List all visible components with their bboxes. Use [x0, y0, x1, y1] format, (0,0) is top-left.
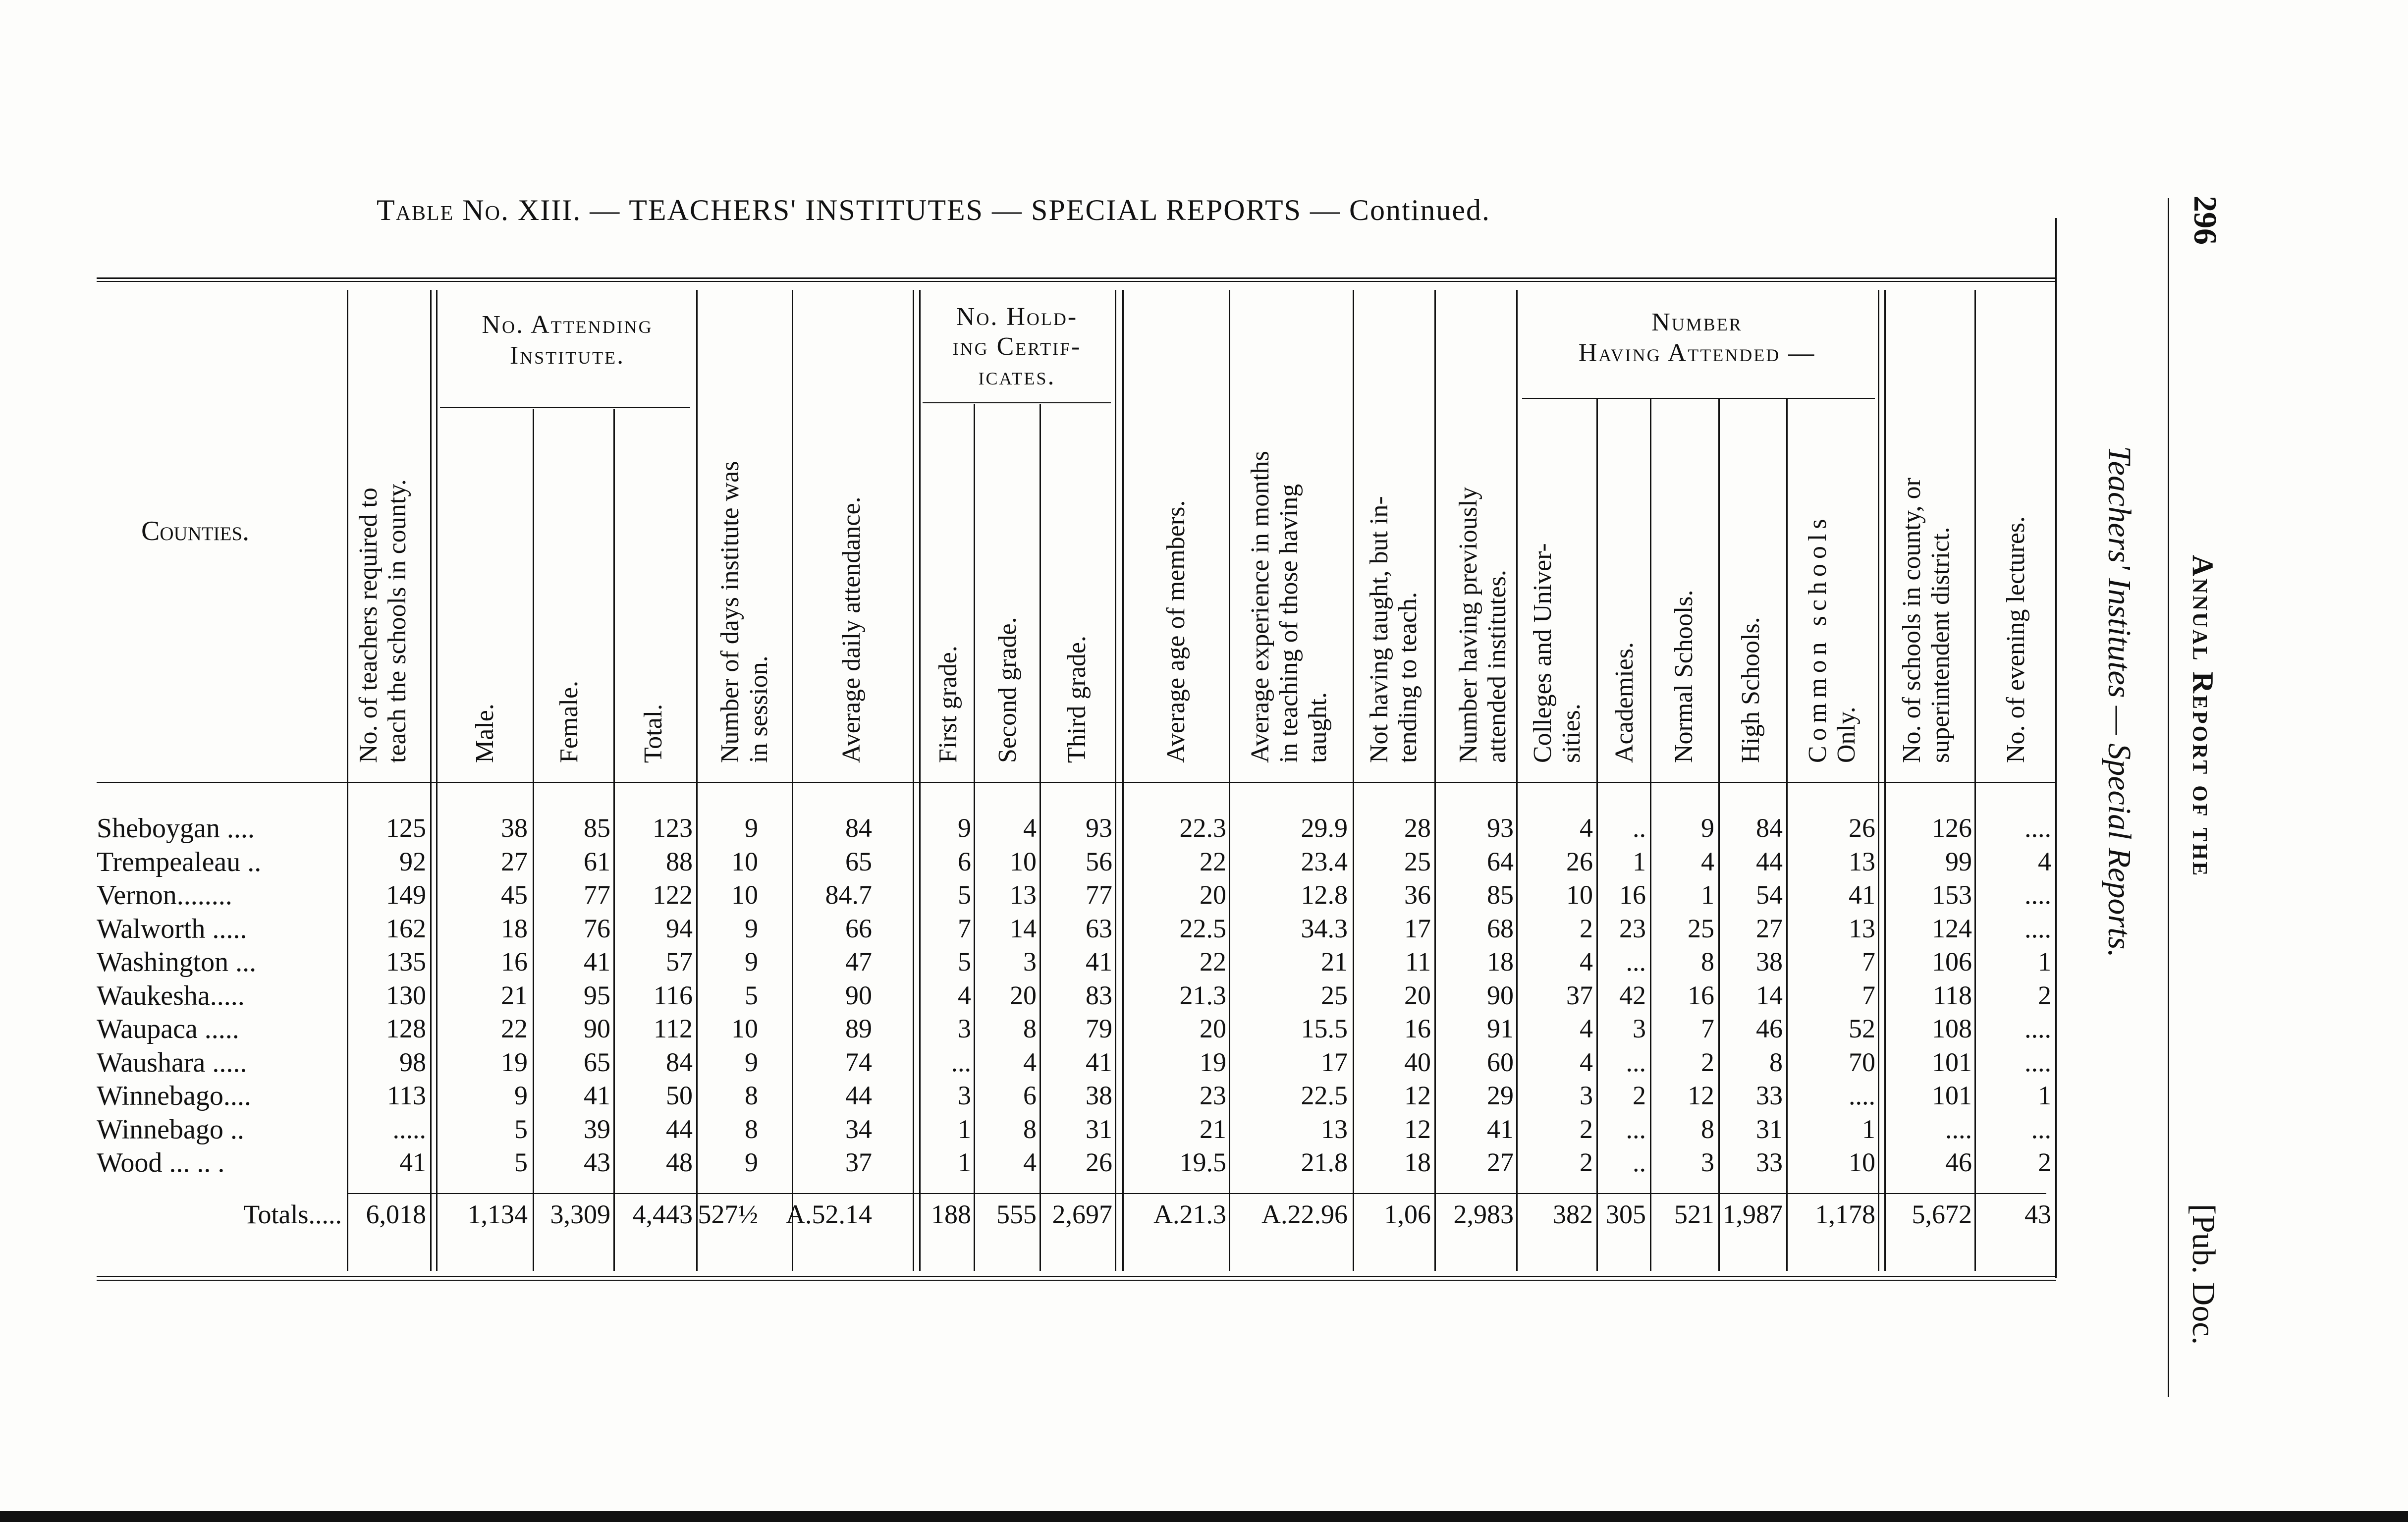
header-avg-experience: Average experience in months in teaching of those having taught.	[1246, 451, 1332, 763]
totals-cell: 382	[1553, 1199, 1593, 1229]
table-cell: 41	[584, 1081, 610, 1110]
table-cell: 29	[1487, 1081, 1514, 1110]
totals-cell: 6,018	[366, 1199, 426, 1229]
table-cell: 36	[1404, 880, 1431, 910]
totals-cell: A.21.3	[1153, 1199, 1226, 1229]
table-cell: 12	[1404, 1114, 1431, 1144]
table-cell: 6	[958, 846, 971, 876]
table-cell: 38	[1756, 947, 1783, 977]
table-cell: 2	[2038, 1147, 2051, 1177]
table-cell: 135	[386, 947, 426, 977]
totals-rule	[347, 1193, 2046, 1194]
table-cell: ....	[1849, 1081, 1875, 1110]
table-cell: 124	[1932, 913, 1972, 943]
table-cell: 7	[1701, 1014, 1714, 1043]
table-cell: 3	[958, 1014, 971, 1043]
table-cell: ....	[2025, 1047, 2051, 1077]
table-cell: 38	[1086, 1081, 1112, 1110]
table-cell: 84.7	[825, 880, 872, 910]
table-cell: 123	[653, 813, 693, 843]
table-cell: 83	[1086, 980, 1112, 1010]
table-cell: 4	[1580, 1014, 1593, 1043]
table-cell: 23	[1200, 1081, 1226, 1110]
table-cell: 66	[845, 913, 872, 943]
totals-cell: 43	[2025, 1199, 2051, 1229]
running-head: Annual Report of the	[2187, 555, 2219, 878]
table-cell: 25	[1688, 913, 1714, 943]
table-cell: 31	[1756, 1114, 1783, 1144]
totals-cell: A.52.14	[786, 1199, 872, 1229]
table-cell: 8	[1769, 1047, 1783, 1077]
table-cell: 4	[1023, 1147, 1037, 1177]
header-attending-group: No. Attending Institute.	[482, 311, 653, 370]
county-name: Waushara .....	[97, 1047, 247, 1078]
table-cell: 10	[1566, 880, 1593, 910]
table-cell: 88	[666, 846, 693, 876]
table-cell: 2	[1633, 1081, 1646, 1110]
table-cell: 21	[1321, 947, 1348, 977]
table-cell: 14	[1756, 980, 1783, 1010]
table-cell: 37	[1566, 980, 1593, 1010]
table-cell: 40	[1404, 1047, 1431, 1077]
table-cell: 13	[1321, 1114, 1348, 1144]
table-cell: 90	[584, 1014, 610, 1043]
table-cell: 85	[1487, 880, 1514, 910]
table-cell: ....	[2025, 1014, 2051, 1043]
table-cell: 27	[1487, 1147, 1514, 1177]
table-cell: 70	[1849, 1047, 1875, 1077]
table-cell: 4	[958, 980, 971, 1010]
table-cell: 31	[1086, 1114, 1112, 1144]
table-cell: 108	[1932, 1014, 1972, 1043]
table-cell: 38	[501, 813, 528, 843]
pub-doc-label: [Pub. Doc.	[2186, 1204, 2222, 1345]
table-cell: 44	[666, 1114, 693, 1144]
table-cell: 9	[958, 813, 971, 843]
county-name: Waukesha.....	[97, 980, 245, 1011]
totals-cell: 3,309	[550, 1199, 610, 1229]
table-cell: 22.5	[1179, 913, 1226, 943]
table-cell: 1	[958, 1147, 971, 1177]
table-cell: ..	[1633, 1147, 1646, 1177]
header-academies: Academies.	[1610, 642, 1639, 763]
county-name: Winnebago ..	[97, 1114, 244, 1145]
side-rule	[2168, 198, 2169, 1397]
table-cell: 8	[745, 1081, 758, 1110]
table-cell: 41	[1849, 880, 1875, 910]
table-cell: 84	[666, 1047, 693, 1077]
table-cell: 25	[1404, 846, 1431, 876]
table-cell: 2	[1580, 1147, 1593, 1177]
totals-cell: 2,983	[1453, 1199, 1514, 1229]
table-cell: 9	[745, 913, 758, 943]
table-cell: 19.5	[1179, 1147, 1226, 1177]
table-cell: 22	[501, 1014, 528, 1043]
table-cell: 122	[653, 880, 693, 910]
table-cell: 10	[1010, 846, 1037, 876]
table-cell: .....	[392, 1114, 426, 1144]
table-cell: 41	[1086, 1047, 1112, 1077]
table-cell: 19	[501, 1047, 528, 1077]
table-cell: 44	[845, 1081, 872, 1110]
table-cell: 125	[386, 813, 426, 843]
table-cell: 95	[584, 980, 610, 1010]
table-cell: 21.8	[1301, 1147, 1348, 1177]
table-cell: 11	[1405, 947, 1431, 977]
county-name: Washington ...	[97, 947, 257, 978]
table-cell: 10	[731, 880, 758, 910]
table-cell: 9	[745, 1047, 758, 1077]
table-cell: 26	[1086, 1147, 1112, 1177]
table-cell: 149	[386, 880, 426, 910]
table-cell: 3	[958, 1081, 971, 1110]
table-cell: 77	[1086, 880, 1112, 910]
table-cell: 46	[1756, 1014, 1783, 1043]
table-cell: 74	[845, 1047, 872, 1077]
table-cell: 7	[1862, 980, 1875, 1010]
table-cell: 37	[845, 1147, 872, 1177]
table-cell: 4	[1580, 947, 1593, 977]
table-cell: 64	[1487, 846, 1514, 876]
table-cell: 20	[1404, 980, 1431, 1010]
table-cell: 1	[1701, 880, 1714, 910]
totals-cell: 527½	[698, 1199, 758, 1229]
table-cell: 130	[386, 980, 426, 1010]
table-cell: 29.9	[1301, 813, 1348, 843]
table-cell: 28	[1404, 813, 1431, 843]
table-cell: 12.8	[1301, 880, 1348, 910]
table-cell: 106	[1932, 947, 1972, 977]
totals-cell: 5,672	[1912, 1199, 1972, 1229]
totals-cell: 555	[996, 1199, 1037, 1229]
table-cell: 65	[845, 846, 872, 876]
table-cell: 76	[584, 913, 610, 943]
header-number-attended-group: Number Having Attended —	[1578, 308, 1816, 367]
table-cell: 13	[1849, 846, 1875, 876]
header-common-schools: Common schools Only.	[1804, 514, 1861, 763]
table-cell: 4	[1023, 813, 1037, 843]
table-cell: 63	[1086, 913, 1112, 943]
table-cell: 16	[1688, 980, 1714, 1010]
table-cell: 5	[514, 1147, 528, 1177]
table-cell: 1	[1633, 846, 1646, 876]
table-cell: 18	[501, 913, 528, 943]
table-cell: 20	[1010, 980, 1037, 1010]
table-cell: 13	[1849, 913, 1875, 943]
table-cell: 54	[1756, 880, 1783, 910]
table-cell: 21	[501, 980, 528, 1010]
table-cell: 17	[1404, 913, 1431, 943]
header-normal-schools: Normal Schools.	[1670, 590, 1698, 763]
header-avg-attendance: Average daily attendance.	[837, 496, 866, 763]
page-number: 296	[2187, 196, 2223, 245]
table-cell: ....	[1945, 1114, 1972, 1144]
table-cell: 7	[1862, 947, 1875, 977]
totals-cell: 4,443	[632, 1199, 693, 1229]
table-cell: 46	[1945, 1147, 1972, 1177]
table-cell: 41	[1086, 947, 1112, 977]
table-cell: 34	[845, 1114, 872, 1144]
table-cell: 50	[666, 1081, 693, 1110]
table-cell: 16	[501, 947, 528, 977]
table-cell: 13	[1010, 880, 1037, 910]
header-days: Number of days institute was in session.	[716, 461, 773, 763]
table-cell: 1	[2038, 947, 2051, 977]
header-prev-attended: Number having previously attended institutes.	[1454, 487, 1511, 763]
table-cell: ...	[2031, 1114, 2051, 1144]
table-cell: 23.4	[1301, 846, 1348, 876]
table-cell: 8	[1023, 1014, 1037, 1043]
table-cell: ....	[2025, 913, 2051, 943]
table-cell: 47	[845, 947, 872, 977]
table-cell: 33	[1756, 1147, 1783, 1177]
totals-cell: 2,697	[1052, 1199, 1112, 1229]
table-cell: 27	[1756, 913, 1783, 943]
table-cell: ...	[1626, 947, 1646, 977]
table-cell: 22.3	[1179, 813, 1226, 843]
totals-cell: 1,06	[1384, 1199, 1431, 1229]
table-cell: 9	[745, 813, 758, 843]
table-cell: 1	[2038, 1081, 2051, 1110]
table-title-text: TEACHERS' INSTITUTES — SPECIAL REPORTS — Continued.	[629, 194, 1490, 226]
table-cell: 25	[1321, 980, 1348, 1010]
table-cell: 2	[1580, 913, 1593, 943]
table-cell: 8	[745, 1114, 758, 1144]
county-name: Waupaca .....	[97, 1014, 239, 1044]
table-cell: 101	[1932, 1047, 1972, 1077]
table-cell: 65	[584, 1047, 610, 1077]
table-cell: 6	[1023, 1081, 1037, 1110]
table-cell: 15.5	[1301, 1014, 1348, 1043]
table-cell: 17	[1321, 1047, 1348, 1077]
table-cell: ....	[2025, 880, 2051, 910]
table-number: Table No. XIII. —	[377, 194, 629, 226]
table-cell: 2	[1580, 1114, 1593, 1144]
table-cell: 19	[1200, 1047, 1226, 1077]
table-cell: 94	[666, 913, 693, 943]
table-cell: 9	[745, 1147, 758, 1177]
section-heading: Teachers' Institutes — Special Reports.	[2101, 446, 2137, 958]
table-cell: 26	[1566, 846, 1593, 876]
table-cell: 93	[1086, 813, 1112, 843]
table-cell: 20	[1200, 1014, 1226, 1043]
table-cell: 8	[1701, 947, 1714, 977]
county-name: Sheboygan ....	[97, 813, 255, 844]
table-cell: 3	[1633, 1014, 1646, 1043]
table-cell: 26	[1849, 813, 1875, 843]
totals-cell: 1,134	[467, 1199, 528, 1229]
table-cell: ...	[1626, 1114, 1646, 1144]
header-male: Male.	[471, 704, 499, 763]
table-cell: 98	[399, 1047, 426, 1077]
totals-cell: A.22.96	[1261, 1199, 1348, 1229]
header-teachers-required: No. of teachers required to teach the schools in county.	[354, 479, 411, 763]
table-cell: 60	[1487, 1047, 1514, 1077]
header-second-grade: Second grade.	[993, 617, 1022, 763]
table-cell: 23	[1619, 913, 1646, 943]
table-cell: 79	[1086, 1014, 1112, 1043]
header-colleges: Colleges and Univer- sities.	[1529, 543, 1586, 763]
header-not-taught: Not having taught, but in- tending to teach.	[1365, 496, 1422, 763]
table-cell: 3	[1580, 1081, 1593, 1110]
table-cell: 39	[584, 1114, 610, 1144]
table-cell: 9	[745, 947, 758, 977]
table-cell: 118	[1933, 980, 1972, 1010]
header-high-schools: High Schools.	[1737, 617, 1765, 763]
table-cell: 91	[1487, 1014, 1514, 1043]
table-cell: 52	[1849, 1014, 1875, 1043]
table-cell: 16	[1404, 1014, 1431, 1043]
table-cell: 5	[514, 1114, 528, 1144]
table-cell: 3	[1023, 947, 1037, 977]
header-first-grade: First grade.	[934, 646, 962, 763]
table-cell: 14	[1010, 913, 1037, 943]
table-cell: 7	[958, 913, 971, 943]
table-cell: 116	[654, 980, 693, 1010]
county-name: Vernon........	[97, 880, 232, 911]
table-cell: 3	[1701, 1147, 1714, 1177]
table-cell: 18	[1404, 1147, 1431, 1177]
header-avg-age: Average age of members.	[1162, 500, 1190, 763]
table-cell: 112	[654, 1014, 693, 1043]
header-total: Total.	[639, 704, 667, 763]
table-cell: 4	[1701, 846, 1714, 876]
table-cell: ...	[1626, 1047, 1646, 1077]
table-title	[377, 193, 1490, 227]
table-cell: 93	[1487, 813, 1514, 843]
table-cell: 1	[1862, 1114, 1875, 1144]
table-cell: 8	[1701, 1114, 1714, 1144]
table-cell: 85	[584, 813, 610, 843]
table-cell: 5	[958, 880, 971, 910]
table-cell: 10	[731, 846, 758, 876]
table-cell: 16	[1619, 880, 1646, 910]
table-cell: 41	[399, 1147, 426, 1177]
totals-cell: 1,987	[1722, 1199, 1783, 1229]
table-cell: 34.3	[1301, 913, 1348, 943]
table-cell: 113	[387, 1081, 426, 1110]
table-cell: 1	[958, 1114, 971, 1144]
county-name: Walworth .....	[97, 913, 247, 944]
table-cell: 90	[1487, 980, 1514, 1010]
table-cell: 20	[1200, 880, 1226, 910]
table-right-rule	[2055, 218, 2057, 1278]
totals-cell: 305	[1606, 1199, 1646, 1229]
table-cell: 2	[1701, 1047, 1714, 1077]
table-cell: 4	[2038, 846, 2051, 876]
county-name: Winnebago....	[97, 1081, 251, 1111]
table-cell: 48	[666, 1147, 693, 1177]
table-cell: 84	[845, 813, 872, 843]
table-cell: 10	[731, 1014, 758, 1043]
table-top-rule	[97, 277, 2056, 279]
table-cell: 21	[1200, 1114, 1226, 1144]
table-cell: 89	[845, 1014, 872, 1043]
header-certificates-group: No. Hold- ing Certif- icates.	[952, 303, 1082, 390]
table-cell: 8	[1023, 1114, 1037, 1144]
header-female: Female.	[555, 680, 583, 763]
header-bottom-rule	[97, 782, 2056, 783]
table-cell: 12	[1688, 1081, 1714, 1110]
table-cell: 22.5	[1301, 1081, 1348, 1110]
table-cell: 5	[745, 980, 758, 1010]
table-cell: 22	[1200, 947, 1226, 977]
totals-label: Totals.....	[243, 1199, 342, 1229]
table-cell: 126	[1932, 813, 1972, 843]
header-counties: Counties.	[141, 516, 250, 546]
table-cell: 21.3	[1179, 980, 1226, 1010]
table-cell: 9	[1701, 813, 1714, 843]
table-cell: 153	[1932, 880, 1972, 910]
totals-cell: 188	[931, 1199, 971, 1229]
table-cell: ...	[951, 1047, 971, 1077]
county-name: Wood ... .. .	[97, 1147, 225, 1178]
table-cell: 2	[2038, 980, 2051, 1010]
table-cell: 90	[845, 980, 872, 1010]
totals-cell: 1,178	[1815, 1199, 1875, 1229]
table-cell: 56	[1086, 846, 1112, 876]
table-bottom-rule	[97, 1276, 2056, 1277]
table-cell: 77	[584, 880, 610, 910]
table-cell: 22	[1200, 846, 1226, 876]
table-cell: 5	[958, 947, 971, 977]
table-cell: 33	[1756, 1081, 1783, 1110]
scan-edge	[0, 1511, 2408, 1522]
table-cell: 84	[1756, 813, 1783, 843]
table-cell: 44	[1756, 846, 1783, 876]
table-cell: 45	[501, 880, 528, 910]
table-cell: 92	[399, 846, 426, 876]
table-cell: 9	[514, 1081, 528, 1110]
table-cell: 4	[1023, 1047, 1037, 1077]
table-cell: 162	[386, 913, 426, 943]
header-schools-in-county: No. of schools in county, or superintendent district.	[1898, 478, 1955, 763]
table-cell: 57	[666, 947, 693, 977]
table-cell: ..	[1633, 813, 1646, 843]
table-cell: 68	[1487, 913, 1514, 943]
table-cell: 101	[1932, 1081, 1972, 1110]
table-cell: 42	[1619, 980, 1646, 1010]
header-third-grade: Third grade.	[1063, 635, 1091, 763]
table-cell: 27	[501, 846, 528, 876]
table-cell: 4	[1580, 813, 1593, 843]
table-cell: ....	[2025, 813, 2051, 843]
table-cell: 10	[1849, 1147, 1875, 1177]
table-cell: 18	[1487, 947, 1514, 977]
table-cell: 99	[1945, 846, 1972, 876]
table-cell: 41	[1487, 1114, 1514, 1144]
county-name: Trempealeau ..	[97, 846, 262, 877]
table-cell: 128	[386, 1014, 426, 1043]
table-cell: 4	[1580, 1047, 1593, 1077]
table-cell: 43	[584, 1147, 610, 1177]
table-cell: 12	[1404, 1081, 1431, 1110]
totals-cell: 521	[1674, 1199, 1714, 1229]
table-cell: 61	[584, 846, 610, 876]
table-cell: 41	[584, 947, 610, 977]
header-evening-lectures: No. of evening lectures.	[2002, 516, 2030, 763]
